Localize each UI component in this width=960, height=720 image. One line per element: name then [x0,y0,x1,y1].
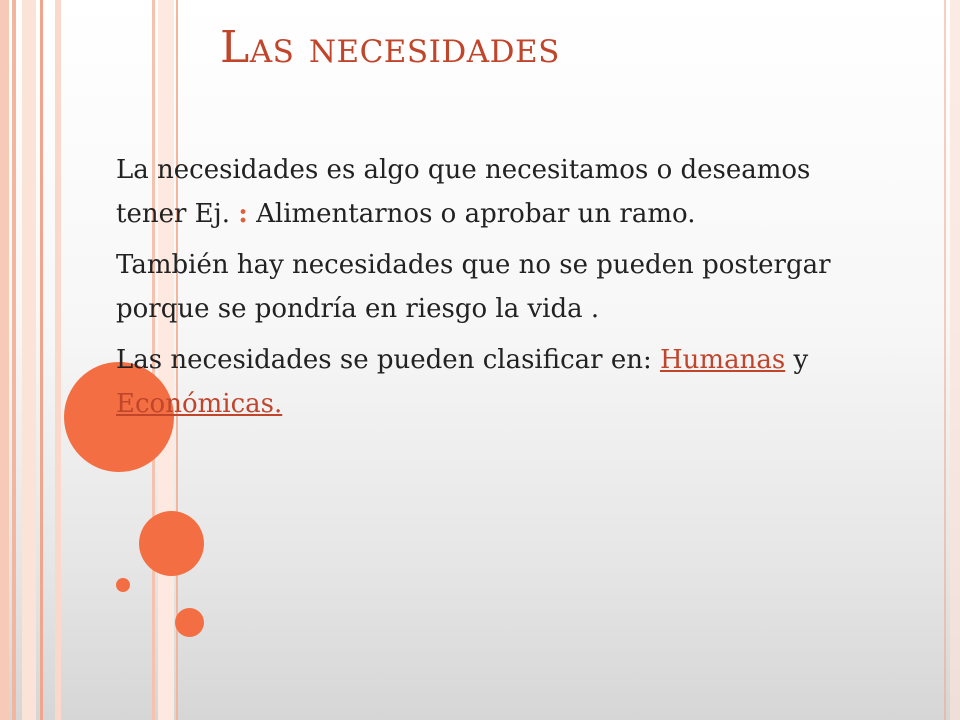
decorative-circle-small [116,578,130,592]
paragraph-text: Alimentarnos o aprobar un ramo. [256,199,696,229]
colon-accent: : [238,199,248,229]
decorative-stripe [55,0,61,720]
decorative-circle-small [175,608,204,637]
decorative-stripe [22,0,36,720]
slide-body [116,148,836,433]
slide-title: Las necesidades [220,22,560,73]
paragraph-text: La necesidades es algo que necesitamos o deseamos tener Ej. [116,155,811,229]
link-humanas[interactable]: Humanas [660,345,786,375]
link-economicas[interactable]: Económicas. [116,389,283,419]
decorative-stripe [944,0,946,720]
paragraph-urgent-needs: También hay necesidades que no se pueden postergar porque se pondría en riesgo la vida . [116,250,831,324]
decorative-stripe [40,0,43,720]
decorative-circle-medium [139,511,204,576]
decorative-stripe [950,0,960,720]
connector-text: y [793,345,809,375]
paragraph-classification [116,338,836,426]
decorative-stripe [0,0,9,720]
paragraph-definition [116,148,836,236]
decorative-stripe [12,0,16,720]
paragraph-text: Las necesidades se pueden clasificar en: [116,345,652,375]
